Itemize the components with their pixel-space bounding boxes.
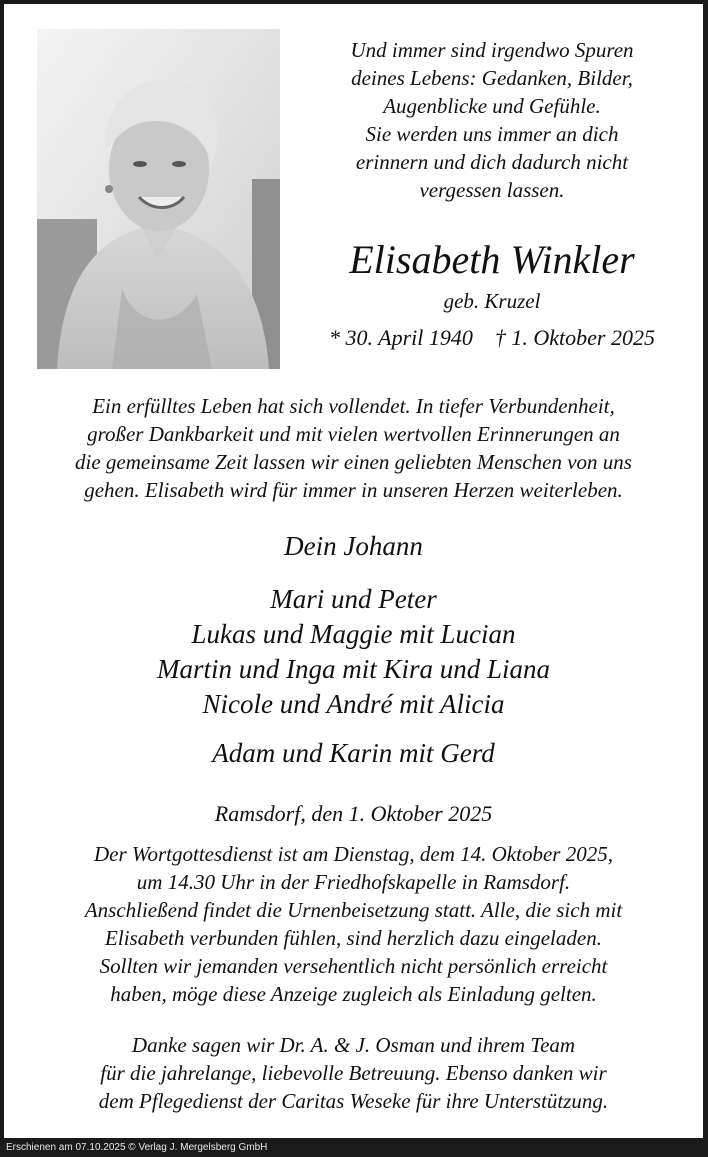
intro-text: [4, 392, 703, 504]
portrait-image: [37, 29, 280, 369]
poem-line: erinnern und dich dadurch nicht: [355, 150, 629, 174]
spouse-name: Dein Johann: [284, 531, 423, 561]
poem-line: Und immer sind irgendwo Spuren: [350, 38, 634, 62]
portrait-photo: [37, 29, 280, 369]
thanks-line: dem Pflegedienst der Caritas Weseke für ihre Unterstützung.: [98, 1089, 609, 1113]
intro-line: die gemeinsame Zeit lassen wir einen geliebten Menschen von uns: [75, 450, 632, 474]
thanks-line: für die jahrelange, liebevolle Betreuung. Ebenso danken wir: [100, 1061, 607, 1085]
life-dates: [304, 324, 680, 352]
death-date: † 1. Oktober 2025: [494, 325, 655, 350]
family-line: Lukas und Maggie mit Lucian: [191, 619, 516, 649]
birth-date: * 30. April 1940: [329, 325, 473, 350]
deceased-name: Elisabeth Winkler: [349, 237, 635, 282]
publication-footer: Erschienen am 07.10.2025 © Verlag J. Mergelsberg GmbH: [6, 1142, 268, 1153]
intro-line: gehen. Elisabeth wird für immer in unseren Herzen weiterleben.: [84, 478, 623, 502]
poem-line: Augenblicke und Gefühle.: [383, 94, 601, 118]
memorial-poem: [304, 36, 680, 204]
family-line: Martin und Inga mit Kira und Liana: [156, 654, 551, 684]
children-list: [4, 582, 703, 722]
service-line: Der Wortgottesdienst ist am Dienstag, dem 14. Oktober 2025,: [94, 842, 613, 866]
poem-line: Sie werden uns immer an dich: [365, 122, 619, 146]
intro-line: großer Dankbarkeit und mit vielen wertvollen Erinnerungen an: [87, 422, 620, 446]
family-line: Nicole und André mit Alicia: [202, 689, 505, 719]
service-line: Elisabeth verbunden fühlen, sind herzlich dazu eingeladen.: [105, 926, 602, 950]
service-line: Sollten wir jemanden versehentlich nicht persönlich erreicht: [99, 954, 608, 978]
service-line: haben, möge diese Anzeige zugleich als Einladung gelten.: [110, 982, 597, 1006]
poem-line: vergessen lassen.: [419, 178, 565, 202]
other-relatives: Adam und Karin mit Gerd: [212, 738, 495, 768]
intro-line: Ein erfülltes Leben hat sich vollendet. In tiefer Verbundenheit,: [92, 394, 615, 418]
obituary-notice: [4, 4, 703, 1138]
thanks-line: Danke sagen wir Dr. A. & J. Osman und ihrem Team: [131, 1033, 576, 1057]
service-info: [4, 840, 703, 1008]
thanks-text: [4, 1031, 703, 1115]
poem-line: deines Lebens: Gedanken, Bilder,: [351, 66, 633, 90]
place-date: Ramsdorf, den 1. Oktober 2025: [214, 801, 493, 826]
family-line: Mari und Peter: [270, 584, 437, 614]
service-line: Anschließend findet die Urnenbeisetzung statt. Alle, die sich mit: [84, 898, 623, 922]
maiden-name: geb. Kruzel: [443, 289, 541, 313]
service-line: um 14.30 Uhr in der Friedhofskapelle in Ramsdorf.: [136, 870, 571, 894]
